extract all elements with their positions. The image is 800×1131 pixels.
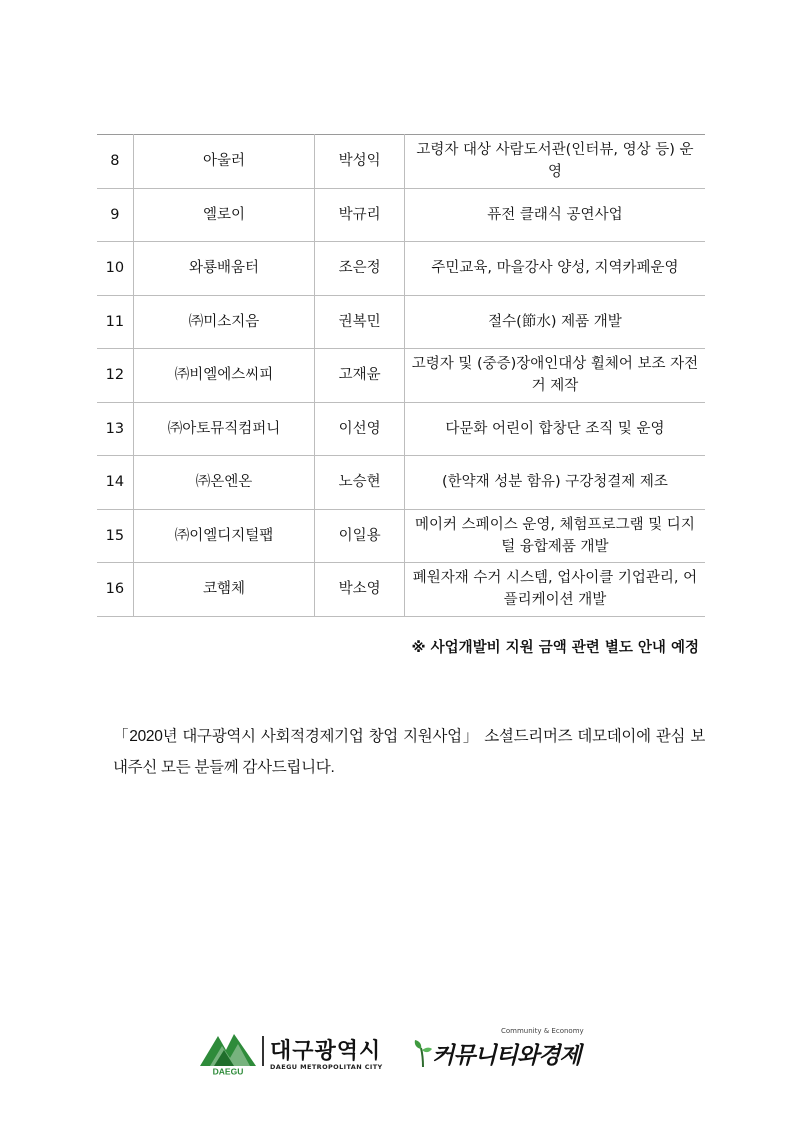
company-name: ㈜아토뮤직컴퍼니 bbox=[133, 402, 314, 456]
row-number: 14 bbox=[97, 456, 133, 510]
company-name: ㈜미소지음 bbox=[133, 295, 314, 349]
representative-name: 박성익 bbox=[315, 135, 405, 189]
representative-name: 박규리 bbox=[315, 188, 405, 242]
row-number: 15 bbox=[97, 509, 133, 563]
logo-divider bbox=[262, 1036, 264, 1066]
representative-name: 조은정 bbox=[315, 242, 405, 296]
sprout-icon bbox=[412, 1038, 434, 1068]
row-number: 12 bbox=[97, 349, 133, 403]
company-table-body bbox=[97, 135, 705, 617]
company-name: 와룡배움터 bbox=[133, 242, 314, 296]
company-table bbox=[97, 134, 705, 617]
row-number: 9 bbox=[97, 188, 133, 242]
thanks-message: 「2020년 대구광역시 사회적경제기업 창업 지원사업」 소셜드리머즈 데모데이에 관심 보내주신 모든 분들께 감사드립니다. bbox=[113, 728, 705, 776]
footer-logos bbox=[200, 1022, 600, 1082]
business-description: 주민교육, 마을강사 양성, 지역카페운영 bbox=[404, 242, 705, 296]
daegu-mark-text: DAEGU bbox=[212, 1066, 244, 1076]
table-row bbox=[97, 135, 705, 189]
business-description: 고령자 대상 사람도서관(인터뷰, 영상 등) 운영 bbox=[404, 135, 705, 189]
company-name: ㈜비엘에스씨피 bbox=[133, 349, 314, 403]
business-description: 폐원자재 수거 시스템, 업사이클 기업관리, 어플리케이션 개발 bbox=[404, 563, 705, 617]
row-number: 11 bbox=[97, 295, 133, 349]
row-number: 16 bbox=[97, 563, 133, 617]
funding-note: ※ 사업개발비 지원 금액 관련 별도 안내 예정 bbox=[411, 640, 699, 656]
business-description: 고령자 및 (중증)장애인대상 휠체어 보조 자전거 제작 bbox=[404, 349, 705, 403]
representative-name: 노승현 bbox=[315, 456, 405, 510]
representative-name: 박소영 bbox=[315, 563, 405, 617]
company-name: 아울러 bbox=[133, 135, 314, 189]
table-row bbox=[97, 295, 705, 349]
company-name: ㈜온엔온 bbox=[133, 456, 314, 510]
company-name: 코햄체 bbox=[133, 563, 314, 617]
table-row bbox=[97, 563, 705, 617]
ce-tagline: Community & Economy bbox=[501, 1027, 584, 1035]
daegu-logo-icon bbox=[200, 1030, 256, 1076]
community-economy-logo: 커뮤니티와경제 bbox=[432, 1042, 581, 1069]
company-name: ㈜이엘디지털팹 bbox=[133, 509, 314, 563]
business-description: 메이커 스페이스 운영, 체험프로그램 및 디지털 융합제품 개발 bbox=[404, 509, 705, 563]
business-description: 절수(節水) 제품 개발 bbox=[404, 295, 705, 349]
daegu-subtitle: DAEGU METROPOLITAN CITY bbox=[270, 1063, 383, 1071]
row-number: 13 bbox=[97, 402, 133, 456]
row-number: 8 bbox=[97, 135, 133, 189]
table-row bbox=[97, 402, 705, 456]
table-row bbox=[97, 456, 705, 510]
company-name: 엘로이 bbox=[133, 188, 314, 242]
table-row bbox=[97, 349, 705, 403]
representative-name: 이일용 bbox=[315, 509, 405, 563]
business-description: (한약재 성분 함유) 구강청결제 제조 bbox=[404, 456, 705, 510]
representative-name: 이선영 bbox=[315, 402, 405, 456]
table-row bbox=[97, 242, 705, 296]
table-row bbox=[97, 509, 705, 563]
table-row bbox=[97, 188, 705, 242]
business-description: 다문화 어린이 합창단 조직 및 운영 bbox=[404, 402, 705, 456]
representative-name: 권복민 bbox=[315, 295, 405, 349]
daegu-name: 대구광역시 bbox=[270, 1039, 382, 1064]
business-description: 퓨전 클래식 공연사업 bbox=[404, 188, 705, 242]
representative-name: 고재윤 bbox=[315, 349, 405, 403]
row-number: 10 bbox=[97, 242, 133, 296]
